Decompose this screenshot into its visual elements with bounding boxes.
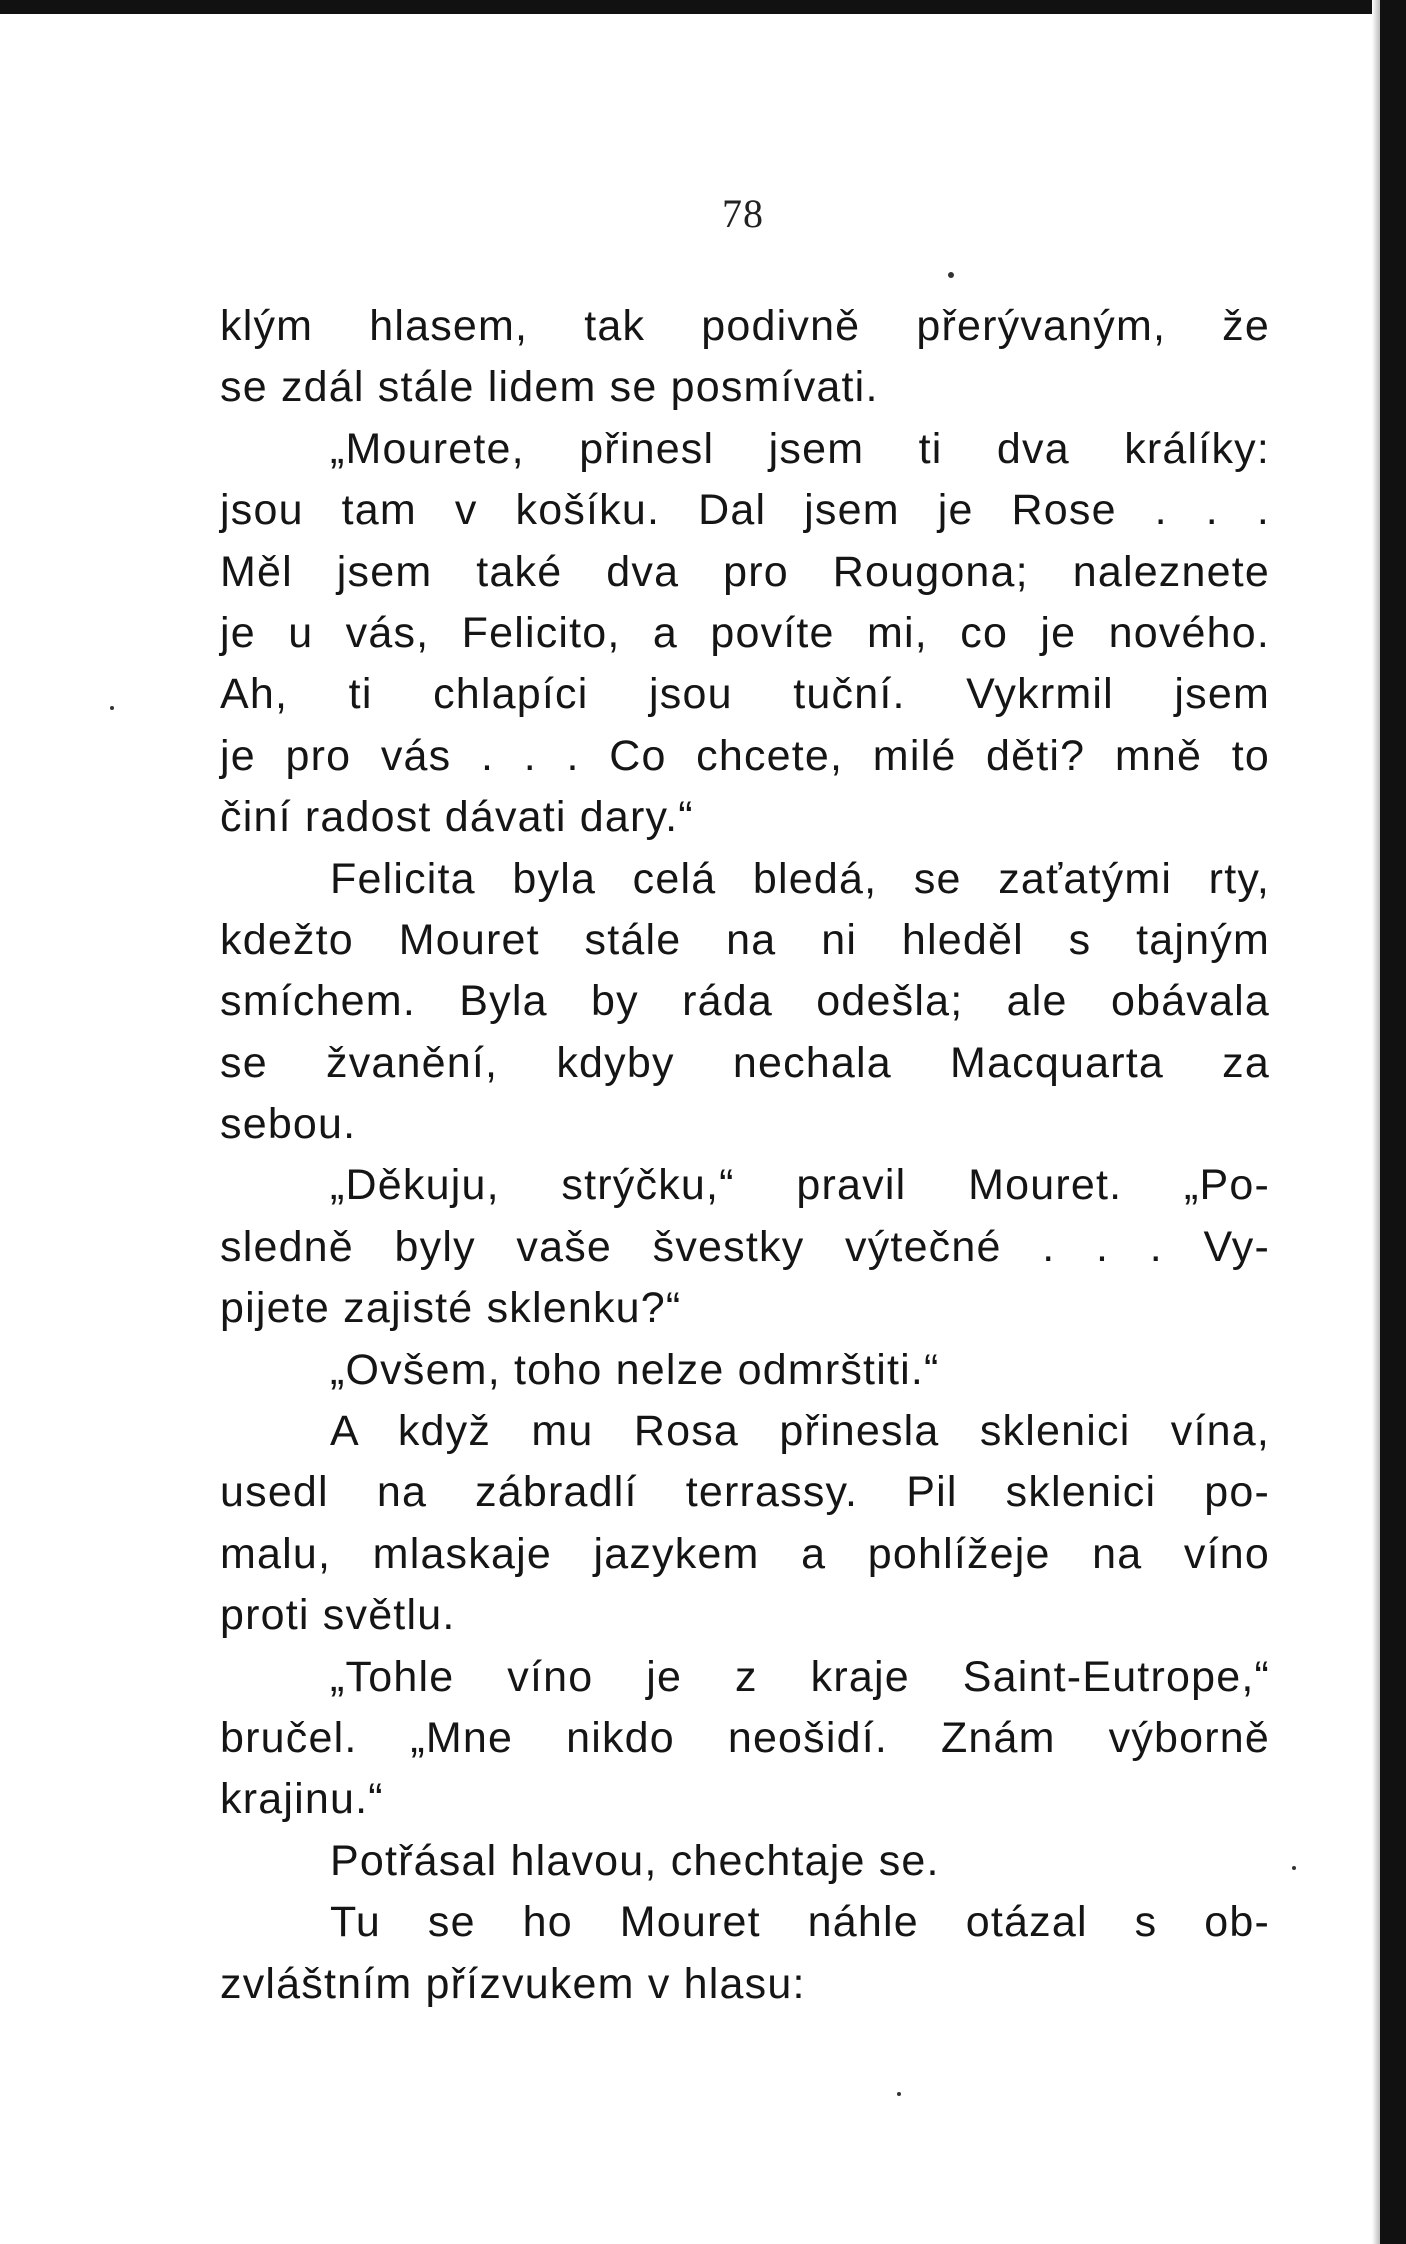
text-line: „Tohle víno je z kraje Saint-Eutrope,“: [330, 1652, 1270, 1701]
text-line: klým hlasem, tak podivně přerývaným, že: [220, 302, 1270, 350]
scan-page-edge: [1372, 0, 1380, 2244]
text-line: sledně byly vaše švestky výtečné . . . Vy-: [220, 1222, 1270, 1271]
text-line: sebou.: [220, 1100, 357, 1149]
speck-mark: [897, 2092, 901, 2096]
text-line: Ah, ti chlapíci jsou tuční. Vykrmil jsem: [220, 670, 1270, 719]
text-line: „Ovšem, toho nelze odmrštiti.“: [330, 1345, 940, 1394]
text-line: se žvanění, kdyby nechala Macquarta za: [220, 1038, 1270, 1087]
text-line: Tu se ho Mouret náhle otázal s ob-: [330, 1898, 1270, 1947]
text-line: je pro vás . . . Co chcete, milé děti? mně to: [220, 731, 1270, 780]
text-line: činí radost dávati dary.“: [220, 793, 694, 842]
page-number: 78: [722, 191, 764, 236]
text-line: Měl jsem také dva pro Rougona; naleznete: [220, 547, 1270, 596]
text-line: krajinu.“: [220, 1775, 384, 1824]
speck-mark: [110, 706, 114, 710]
scan-border-top: [0, 0, 1406, 14]
text-line: Potřásal hlavou, chechtaje se.: [330, 1836, 940, 1885]
speck-mark: [948, 272, 954, 278]
text-line: malu, mlaskaje jazykem a pohlížeje na víno: [220, 1529, 1270, 1578]
text-line: proti světlu.: [220, 1591, 456, 1640]
text-line: usedl na zábradlí terrassy. Pil sklenici po-: [220, 1468, 1270, 1517]
text-line: kdežto Mouret stále na ni hleděl s tajným: [220, 915, 1270, 964]
text-line: „Děkuju, strýčku,“ pravil Mouret. „Po-: [330, 1161, 1270, 1210]
text-line: Felicita byla celá bledá, se zaťatými rty,: [330, 854, 1270, 903]
text-line: pijete zajisté sklenku?“: [220, 1284, 682, 1333]
text-line: je u vás, Felicito, a povíte mi, co je nového.: [220, 608, 1270, 657]
body-text: [220, 296, 1270, 2015]
text-line: zvláštním přízvukem v hlasu:: [220, 1959, 806, 2008]
text-line: A když mu Rosa přinesla sklenici vína,: [330, 1407, 1270, 1456]
text-line: jsou tam v košíku. Dal jsem je Rose . . .: [220, 486, 1270, 535]
speck-mark: [1292, 1866, 1296, 1870]
scan-border-right: [1380, 0, 1406, 2244]
text-line: „Mourete, přinesl jsem ti dva králíky:: [330, 424, 1270, 473]
text-line: smíchem. Byla by ráda odešla; ale obávala: [220, 977, 1270, 1026]
text-line: bručel. „Mne nikdo neošidí. Znám výborně: [220, 1713, 1270, 1762]
text-line: se zdál stále lidem se posmívati.: [220, 363, 879, 412]
